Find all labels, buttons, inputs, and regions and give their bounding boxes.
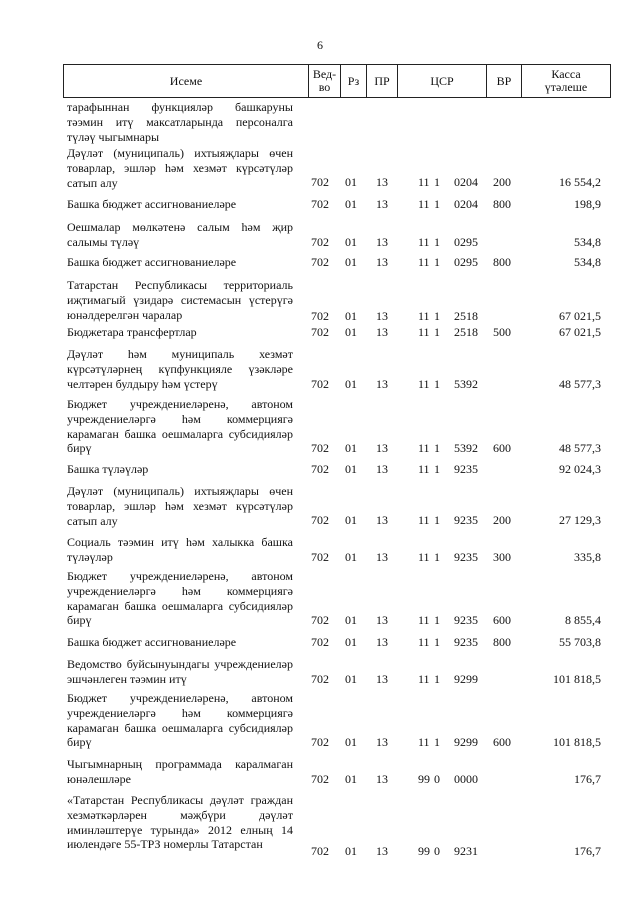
cell-csr-program: 11: [418, 613, 430, 627]
row-codes: [63, 462, 611, 477]
cell-csr-sub: 1: [434, 175, 440, 189]
cell-pr: 13: [376, 513, 388, 527]
cell-csr-code: 0295: [454, 235, 478, 249]
cell-sum: 335,8: [574, 550, 601, 564]
cell-csr-code: 0000: [454, 772, 478, 786]
cell-pr: 13: [376, 844, 388, 858]
row-codes: [63, 613, 611, 628]
row-name: Ведомство буйсынуындагы учреждениеләр эшчәнлеген тәэмин итү: [67, 657, 293, 686]
cell-csr-code: 9235: [454, 635, 478, 649]
cell-pr: 13: [376, 672, 388, 686]
table-row: [63, 462, 611, 477]
cell-csr-sub: 1: [434, 613, 440, 627]
table-row: [63, 347, 611, 392]
cell-vr: 600: [493, 613, 511, 627]
row-codes: [63, 197, 611, 212]
cell-ved: 702: [311, 377, 329, 391]
cell-csr-code: 5392: [454, 377, 478, 391]
cell-pr: 13: [376, 255, 388, 269]
cell-rz: 01: [345, 613, 357, 627]
row-name: Чыгымнарның программада каралмаган юнәлешләре: [67, 757, 293, 786]
header-kassa: Касса үтәлеше: [544, 67, 588, 94]
row-name: Татарстан Республикасы территориаль иҗтимагый үзидарә системасын үстерүгә юнәлдерелгән чаралар: [67, 278, 293, 322]
table-row: [63, 691, 611, 750]
cell-csr-program: 99: [418, 844, 430, 858]
row-name: Бюджет учреждениеләренә, автоном учреждениеләргә һәм коммерциягә карамаган башка оешмаларга субсидияләр бирү: [67, 397, 293, 456]
row-name: Башка бюджет ассигнованиеләре: [67, 197, 237, 211]
table-row: [63, 146, 611, 190]
cell-csr-program: 11: [418, 197, 430, 211]
row-codes: [63, 255, 611, 270]
cell-ved: 702: [311, 441, 329, 455]
cell-csr-code: 9235: [454, 513, 478, 527]
cell-csr-sub: 1: [434, 325, 440, 339]
cell-ved: 702: [311, 613, 329, 627]
cell-csr-sub: 1: [434, 635, 440, 649]
cell-pr: 13: [376, 175, 388, 189]
header-vr: ВР: [496, 73, 512, 88]
row-name: Башка түләүләр: [67, 462, 149, 476]
cell-pr: 13: [376, 772, 388, 786]
page-number: 6: [317, 38, 323, 52]
row-name: Оешмалар мөлкәтенә салым һәм җир салымы түләү: [67, 220, 293, 249]
cell-ved: 702: [311, 672, 329, 686]
cell-csr-program: 11: [418, 377, 430, 391]
cell-vr: 500: [493, 325, 511, 339]
cell-pr: 13: [376, 235, 388, 249]
cell-vr: 600: [493, 735, 511, 749]
cell-csr-program: 11: [418, 513, 430, 527]
cell-csr-program: 11: [418, 235, 430, 249]
table-row: [63, 635, 611, 650]
cell-csr-sub: 1: [434, 377, 440, 391]
cell-csr-sub: 0: [434, 844, 440, 858]
cell-csr-program: 11: [418, 462, 430, 476]
cell-sum: 92 024,3: [559, 462, 601, 476]
cell-csr-sub: 1: [434, 513, 440, 527]
row-name: Бюджет учреждениеләренә, автоном учреждениеләргә һәм коммерциягә карамаган башка оешмаларга субсидияләр бирү: [67, 569, 293, 628]
row-codes: [63, 513, 611, 528]
row-codes: [63, 325, 611, 340]
cell-csr-program: 99: [418, 772, 430, 786]
cell-csr-sub: 1: [434, 550, 440, 564]
cell-pr: 13: [376, 441, 388, 455]
cell-csr-code: 0204: [454, 197, 478, 211]
cell-vr: 800: [493, 197, 511, 211]
cell-pr: 13: [376, 613, 388, 627]
cell-ved: 702: [311, 235, 329, 249]
row-codes: [63, 441, 611, 456]
cell-vr: 200: [493, 513, 511, 527]
cell-csr-sub: 1: [434, 462, 440, 476]
cell-csr-sub: 1: [434, 309, 440, 323]
header-ved: Вед- во: [312, 67, 337, 94]
cell-sum: 67 021,5: [559, 309, 601, 323]
cell-csr-sub: 1: [434, 235, 440, 249]
cell-csr-program: 11: [418, 550, 430, 564]
cell-pr: 13: [376, 462, 388, 476]
cell-rz: 01: [345, 735, 357, 749]
cell-pr: 13: [376, 550, 388, 564]
cell-rz: 01: [345, 197, 357, 211]
row-name: «Татарстан Республикасы дәүләт граждан хезмәткәрләрен мәҗбүри дәүләт иминләштерүе турында» 2012 елның 14 июлендәге 55-ТРЗ номерлы Татарстан: [67, 793, 293, 852]
cell-rz: 01: [345, 772, 357, 786]
row-name: Дәүләт (муниципаль) ихтыяҗлары өчен товарлар, эшләр һәм хезмәт күрсәтүләр сатып алу: [67, 146, 293, 190]
cell-vr: 200: [493, 175, 511, 189]
cell-ved: 702: [311, 513, 329, 527]
cell-csr-sub: 1: [434, 255, 440, 269]
row-codes: [63, 175, 611, 190]
cell-ved: 702: [311, 772, 329, 786]
row-codes: [63, 672, 611, 687]
cell-sum: 67 021,5: [559, 325, 601, 339]
cell-vr: 300: [493, 550, 511, 564]
row-name: Дәүләт (муниципаль) ихтыяҗлары өчен товарлар, эшләр һәм хезмәт күрсәтүләр сатып алу: [67, 484, 293, 528]
cell-sum: 27 129,3: [559, 513, 601, 527]
table-row: [63, 535, 611, 565]
cell-csr-program: 11: [418, 672, 430, 686]
cell-csr-program: 11: [418, 635, 430, 649]
cell-sum: 101 818,5: [553, 735, 601, 749]
row-codes: [63, 550, 611, 565]
row-name: Социаль тәэмин итү һәм халыкка башка түләүләр: [67, 535, 293, 564]
cell-csr-code: 9235: [454, 550, 478, 564]
cell-rz: 01: [345, 325, 357, 339]
cell-csr-code: 9235: [454, 462, 478, 476]
table-header: [63, 64, 611, 98]
cell-ved: 702: [311, 550, 329, 564]
cell-rz: 01: [345, 309, 357, 323]
row-name: Башка бюджет ассигнованиеләре: [67, 635, 237, 649]
cell-csr-sub: 1: [434, 672, 440, 686]
row-name: Бюджет учреждениеләренә, автоном учреждениеләргә һәм коммерциягә карамаган башка оешмаларга субсидияләр бирү: [67, 691, 293, 750]
cell-sum: 55 703,8: [559, 635, 601, 649]
cell-rz: 01: [345, 441, 357, 455]
table-row: [63, 757, 611, 787]
cell-rz: 01: [345, 550, 357, 564]
table-row: [63, 100, 611, 144]
table-row: [63, 397, 611, 456]
cell-ved: 702: [311, 462, 329, 476]
cell-sum: 16 554,2: [559, 175, 601, 189]
row-codes: [63, 844, 611, 859]
cell-csr-code: 5392: [454, 441, 478, 455]
cell-csr-program: 11: [418, 441, 430, 455]
table-row: [63, 278, 611, 324]
cell-sum: 176,7: [574, 772, 601, 786]
cell-ved: 702: [311, 635, 329, 649]
row-name: тарафыннан функцияләр башкаруны тәэмин итү максатларында персоналга түләү чыгымнары: [67, 100, 293, 144]
table-row: [63, 569, 611, 628]
table-row: [63, 220, 611, 250]
cell-rz: 01: [345, 377, 357, 391]
cell-csr-sub: 1: [434, 197, 440, 211]
cell-csr-code: 2518: [454, 325, 478, 339]
cell-rz: 01: [345, 635, 357, 649]
cell-ved: 702: [311, 197, 329, 211]
cell-pr: 13: [376, 309, 388, 323]
cell-csr-program: 11: [418, 325, 430, 339]
table-row: [63, 197, 611, 212]
cell-sum: 8 855,4: [565, 613, 601, 627]
table-row: [63, 484, 611, 528]
header-csr: ЦСР: [430, 73, 454, 88]
table-row: [63, 793, 611, 859]
row-name: Дәүләт һәм муниципаль хезмәт күрсәтүләрнең күпфункцияле үзәкләре челтәрен булдыру һәм үстерү: [67, 347, 293, 391]
cell-sum: 101 818,5: [553, 672, 601, 686]
cell-csr-sub: 0: [434, 772, 440, 786]
cell-rz: 01: [345, 175, 357, 189]
cell-vr: 800: [493, 255, 511, 269]
cell-sum: 48 577,3: [559, 377, 601, 391]
cell-rz: 01: [345, 255, 357, 269]
cell-sum: 176,7: [574, 844, 601, 858]
cell-ved: 702: [311, 309, 329, 323]
cell-csr-program: 11: [418, 735, 430, 749]
row-codes: [63, 377, 611, 392]
cell-csr-code: 9235: [454, 613, 478, 627]
table-row: [63, 657, 611, 687]
cell-pr: 13: [376, 635, 388, 649]
cell-rz: 01: [345, 672, 357, 686]
cell-vr: 600: [493, 441, 511, 455]
cell-csr-program: 11: [418, 309, 430, 323]
cell-csr-program: 11: [418, 175, 430, 189]
cell-rz: 01: [345, 235, 357, 249]
row-codes: [63, 772, 611, 787]
header-pr: ПР: [374, 73, 390, 88]
row-codes: [63, 635, 611, 650]
header-rz: Рз: [347, 73, 360, 88]
cell-pr: 13: [376, 377, 388, 391]
row-name: Бюджетара трансфертлар: [67, 325, 197, 339]
header-name: Исеме: [169, 73, 203, 88]
row-codes: [63, 309, 611, 324]
cell-rz: 01: [345, 844, 357, 858]
cell-csr-code: 0295: [454, 255, 478, 269]
cell-vr: 800: [493, 635, 511, 649]
row-codes: [63, 735, 611, 750]
cell-sum: 534,8: [574, 235, 601, 249]
cell-rz: 01: [345, 513, 357, 527]
table-row: [63, 325, 611, 340]
cell-pr: 13: [376, 735, 388, 749]
cell-ved: 702: [311, 175, 329, 189]
cell-ved: 702: [311, 255, 329, 269]
cell-ved: 702: [311, 325, 329, 339]
cell-rz: 01: [345, 462, 357, 476]
table-row: [63, 255, 611, 270]
cell-pr: 13: [376, 325, 388, 339]
cell-csr-code: 2518: [454, 309, 478, 323]
cell-csr-sub: 1: [434, 441, 440, 455]
cell-csr-code: 0204: [454, 175, 478, 189]
cell-sum: 198,9: [574, 197, 601, 211]
cell-csr-code: 9299: [454, 735, 478, 749]
cell-csr-code: 9231: [454, 844, 478, 858]
cell-pr: 13: [376, 197, 388, 211]
row-codes: [63, 235, 611, 250]
cell-ved: 702: [311, 844, 329, 858]
cell-csr-code: 9299: [454, 672, 478, 686]
cell-ved: 702: [311, 735, 329, 749]
row-name: Башка бюджет ассигнованиеләре: [67, 255, 237, 269]
cell-csr-program: 11: [418, 255, 430, 269]
cell-sum: 534,8: [574, 255, 601, 269]
cell-sum: 48 577,3: [559, 441, 601, 455]
cell-csr-sub: 1: [434, 735, 440, 749]
